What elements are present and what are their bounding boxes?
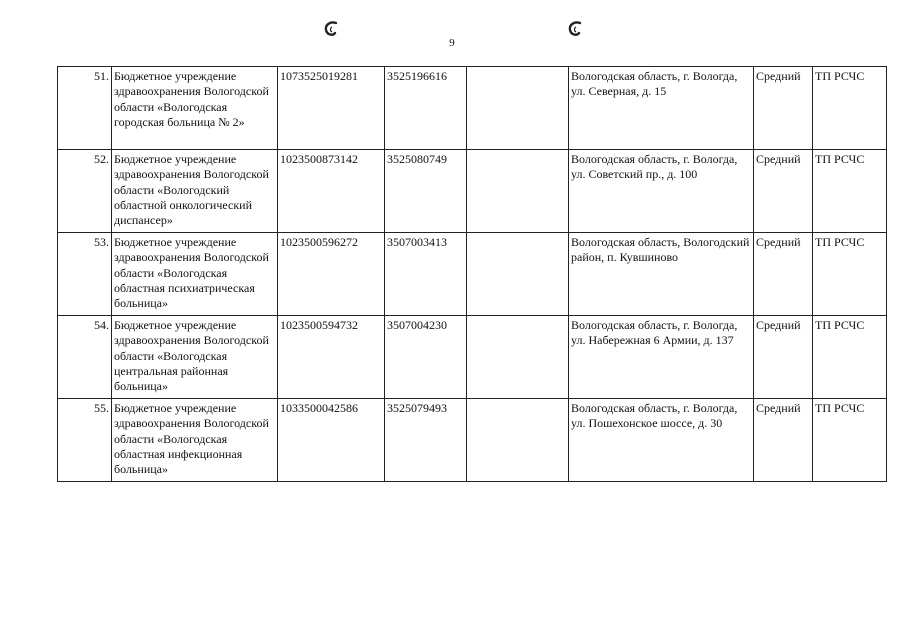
table-body <box>58 67 887 482</box>
empty-cell <box>467 233 569 316</box>
row-number: 52. <box>58 150 112 233</box>
row-number: 54. <box>58 316 112 399</box>
address-value: Вологодская область, г. Вологда, ул. Набережная 6 Армии, д. 137 <box>569 316 754 399</box>
curl-mark-icon <box>323 20 341 38</box>
hazard-level: Средний <box>754 316 813 399</box>
hazard-level: Средний <box>754 399 813 482</box>
inn-value: 3525080749 <box>385 150 467 233</box>
address-value: Вологодская область, г. Вологда, ул. Советский пр., д. 100 <box>569 150 754 233</box>
inn-value: 3525196616 <box>385 67 467 150</box>
address-value: Вологодская область, г. Вологда, ул. Пошехонское шоссе, д. 30 <box>569 399 754 482</box>
table-row <box>58 150 887 233</box>
system-value: ТП РСЧС <box>813 233 887 316</box>
curl-mark-icon <box>567 20 585 38</box>
inn-value: 3525079493 <box>385 399 467 482</box>
organization-name: Бюджетное учреждение здравоохранения Вологодской области «Вологодский областной онкологический диспансер» <box>112 150 278 233</box>
organization-name: Бюджетное учреждение здравоохранения Вологодской области «Вологодская областная инфекционная больница» <box>112 399 278 482</box>
row-number: 53. <box>58 233 112 316</box>
row-number: 55. <box>58 399 112 482</box>
address-value: Вологодская область, г. Вологда, ул. Северная, д. 15 <box>569 67 754 150</box>
ogrn-value: 1023500873142 <box>278 150 385 233</box>
page-number: 9 <box>449 37 455 49</box>
ogrn-value: 1023500594732 <box>278 316 385 399</box>
system-value: ТП РСЧС <box>813 316 887 399</box>
inn-value: 3507003413 <box>385 233 467 316</box>
organization-name: Бюджетное учреждение здравоохранения Вологодской области «Вологодская областная психиатрическая больница» <box>112 233 278 316</box>
ogrn-value: 1023500596272 <box>278 233 385 316</box>
empty-cell <box>467 67 569 150</box>
system-value: ТП РСЧС <box>813 399 887 482</box>
inn-value: 3507004230 <box>385 316 467 399</box>
system-value: ТП РСЧС <box>813 67 887 150</box>
table-row <box>58 316 887 399</box>
table-row <box>58 67 887 150</box>
organization-name: Бюджетное учреждение здравоохранения Вологодской области «Вологодская городская больница № 2» <box>112 67 278 150</box>
organization-name: Бюджетное учреждение здравоохранения Вологодской области «Вологодская центральная районная больница» <box>112 316 278 399</box>
ogrn-value: 1033500042586 <box>278 399 385 482</box>
empty-cell <box>467 399 569 482</box>
empty-cell <box>467 150 569 233</box>
row-number: 51. <box>58 67 112 150</box>
table-row <box>58 233 887 316</box>
empty-cell <box>467 316 569 399</box>
table-row <box>58 399 887 482</box>
hazard-level: Средний <box>754 67 813 150</box>
registry-table <box>57 66 887 482</box>
hazard-level: Средний <box>754 233 813 316</box>
ogrn-value: 1073525019281 <box>278 67 385 150</box>
system-value: ТП РСЧС <box>813 150 887 233</box>
hazard-level: Средний <box>754 150 813 233</box>
address-value: Вологодская область, Вологодский район, п. Кувшиново <box>569 233 754 316</box>
